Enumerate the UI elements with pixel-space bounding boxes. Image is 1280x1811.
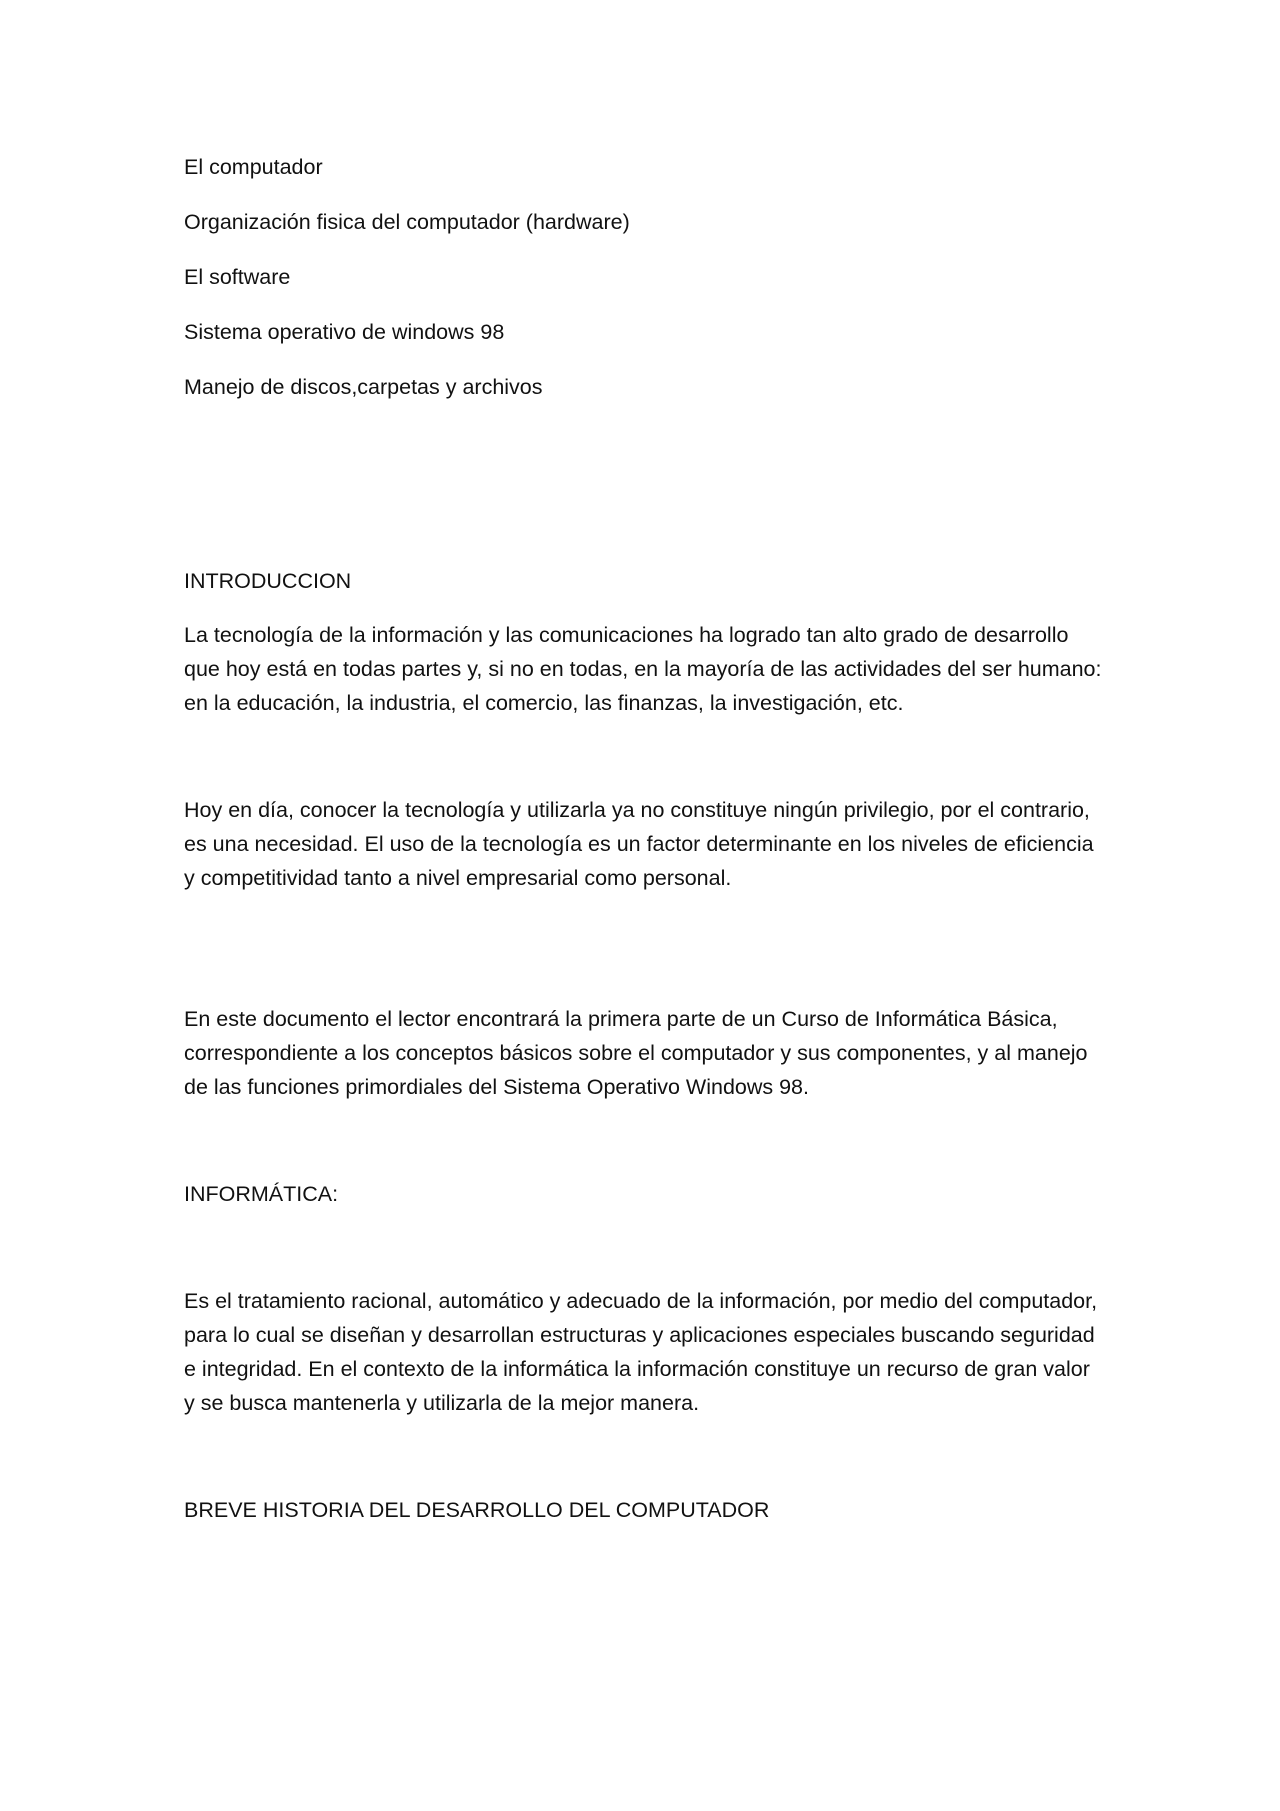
heading-historia: BREVE HISTORIA DEL DESARROLLO DEL COMPUTADOR [184,1498,770,1522]
informatica-paragraph: Es el tratamiento racional, automático y adecuado de la información, por medio del computador, para lo cual se diseñan y desarrollan estructuras y aplicaciones especiales buscando seguridad e integridad. En el contexto de la informática la información constituye un recurso de gran valor y se busca mantenerla y utilizarla de la mejor manera. [184,1289,1098,1415]
intro-paragraph-1: La tecnología de la información y las comunicaciones ha logrado tan alto grado de desarrollo que hoy está en todas partes y, si no en todas, en la mayoría de las actividades del ser humano: en la educación, la industria, el comercio, las finanzas, la investigación, etc. [184,623,1102,715]
topic-item: Sistema operativo de windows 98 [184,320,505,344]
document-content [184,150,1104,1527]
intro-paragraph-3: En este documento el lector encontrará la primera parte de un Curso de Informática Básica, correspondiente a los conceptos básicos sobre el computador y sus componentes, y al manejo de las funciones primordiales del Sistema Operativo Windows 98. [184,1007,1088,1099]
topic-item: Organización fisica del computador (hardware) [184,210,630,234]
heading-informatica: INFORMÁTICA: [184,1182,339,1206]
heading-introduccion: INTRODUCCION [184,569,352,593]
topic-item: El computador [184,155,323,179]
topic-item: El software [184,265,291,289]
topic-item: Manejo de discos,carpetas y archivos [184,375,543,399]
intro-paragraph-2: Hoy en día, conocer la tecnología y utilizarla ya no constituye ningún privilegio, por el contrario, es una necesidad. El uso de la tecnología es un factor determinante en los niveles de eficiencia y competitividad tanto a nivel empresarial como personal. [184,798,1094,890]
topic-list [184,150,1104,404]
